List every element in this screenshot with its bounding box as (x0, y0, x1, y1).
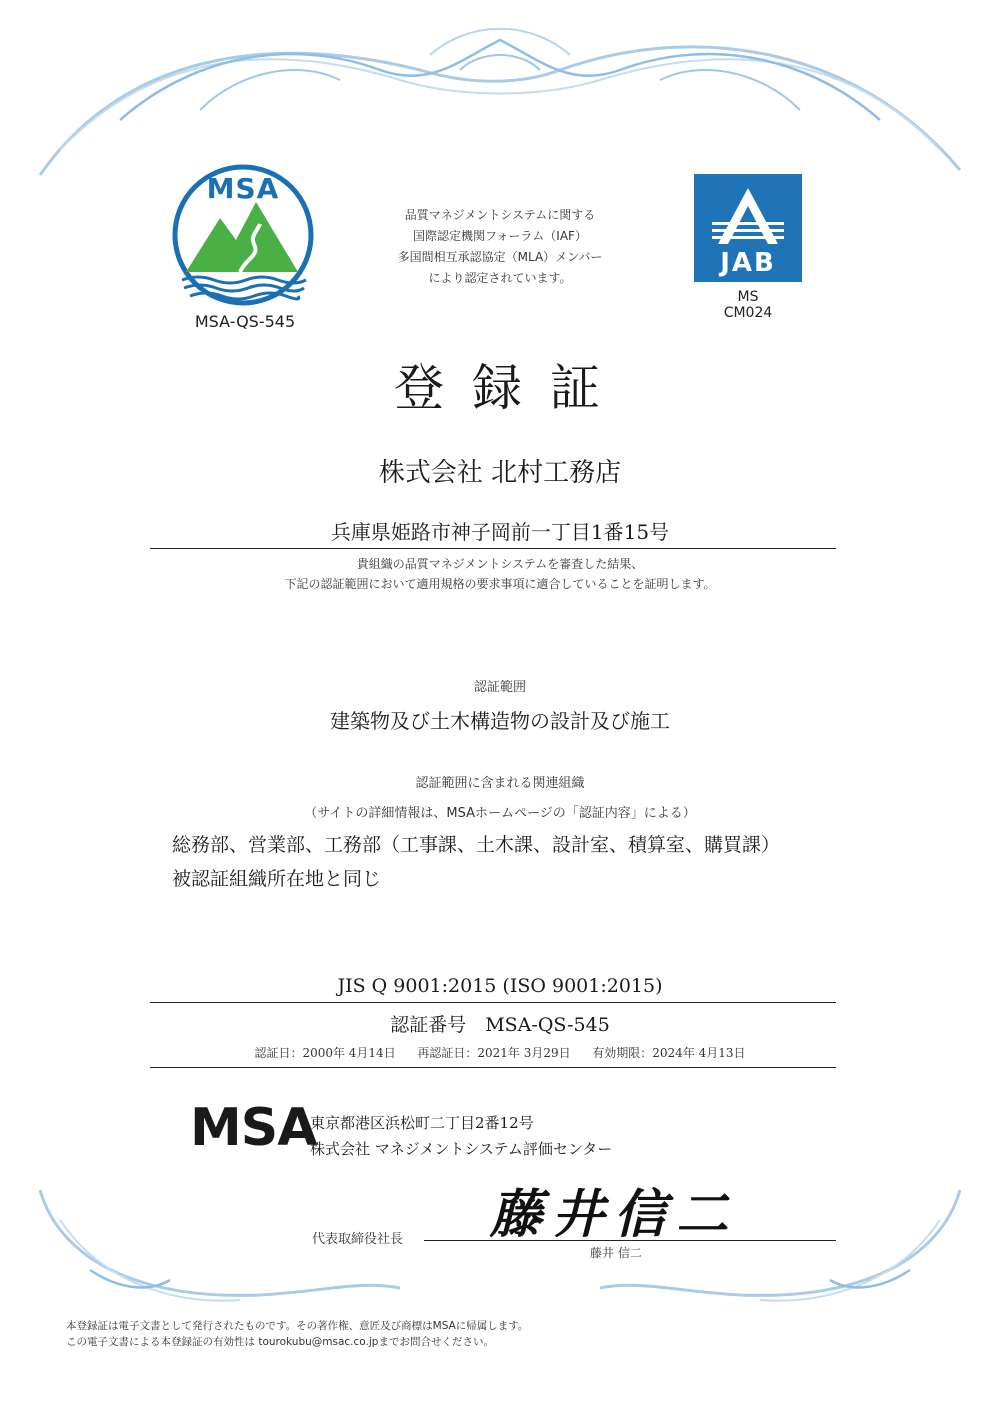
dates-divider (150, 1067, 836, 1068)
related-orgs-line1: 総務部、営業部、工務部（工事課、土木課、設計室、積算室、購買課） (172, 834, 781, 856)
msa-code-label: MSA-QS-545 (194, 312, 296, 331)
jab-ms-label: MS (737, 289, 759, 305)
handwritten-signature: 藤井信二 (490, 1184, 739, 1245)
signatory-printed-name: 藤井 信二 (590, 1246, 642, 1260)
footer-line: 本登録証は電子文書として発行されたものです。その著作権、意匠及び商標はMSAに帰属します。 (66, 1320, 529, 1332)
applied-standard: JIS Q 9001:2015 (ISO 9001:2015) (337, 975, 663, 997)
iaf-note-line: により認定されています。 (428, 271, 572, 285)
jab-logo-text: JAB (720, 248, 776, 278)
statement-line: 貴組織の品質マネジメントシステムを審査した結果、 (356, 557, 644, 571)
certification-dates (0, 1044, 1000, 1061)
recert-date: 再認証日：2021年 3月29日 (417, 1046, 571, 1060)
statement-line: 下記の認証範囲において適用規格の要求事項に適合していることを証明します。 (284, 577, 716, 591)
issuer-msa-logo: MSA (190, 1098, 317, 1158)
address-divider (150, 548, 836, 549)
standard-divider (150, 1002, 836, 1003)
related-orgs-line2: 被認証組織所在地と同じ (172, 868, 382, 890)
iaf-note (0, 205, 1000, 289)
signature-line (424, 1240, 836, 1241)
issuer-address: 東京都港区浜松町二丁目2番12号 (310, 1114, 534, 1132)
certificate-title: 登 録 証 (394, 359, 606, 417)
expiry-date: 有効期限：2024年 4月13日 (592, 1046, 746, 1060)
company-address: 兵庫県姫路市神子岡前一丁目1番15号 (330, 520, 670, 544)
footer-note (66, 1318, 528, 1350)
iaf-note-line: 多国間相互承認協定（MLA）メンバー (397, 250, 603, 264)
iaf-note-line: 国際認定機関フォーラム（IAF） (413, 229, 587, 243)
company-name: 株式会社 北村工務店 (378, 458, 622, 488)
footer-line: この電子文書による本登録証の有効性は tourokubu@msac.co.jpまでお問合せください。 (66, 1336, 494, 1348)
jab-logo (694, 174, 802, 282)
scope-label: 認証範囲 (473, 680, 526, 695)
certification-number: 認証番号 MSA-QS-545 (390, 1014, 610, 1036)
signatory-title: 代表取締役社長 (312, 1232, 404, 1247)
iaf-note-line: 品質マネジメントシステムに関する (404, 208, 596, 222)
issuer-name: 株式会社 マネジメントシステム評価センター (310, 1140, 613, 1158)
related-orgs-note: （サイトの詳細情報は、MSAホームページの「認証内容」による） (304, 806, 696, 821)
initial-cert-date: 認証日：2000年 4月14日 (254, 1046, 396, 1060)
certification-statement (0, 554, 1000, 594)
top-decorative-border (0, 0, 1000, 200)
jab-code-label: CM024 (723, 305, 773, 321)
related-orgs-label: 認証範囲に含まれる関連組織 (415, 776, 585, 791)
scope-value: 建築物及び土木構造物の設計及び施工 (330, 709, 670, 733)
msa-logo-text: MSA (206, 172, 280, 205)
